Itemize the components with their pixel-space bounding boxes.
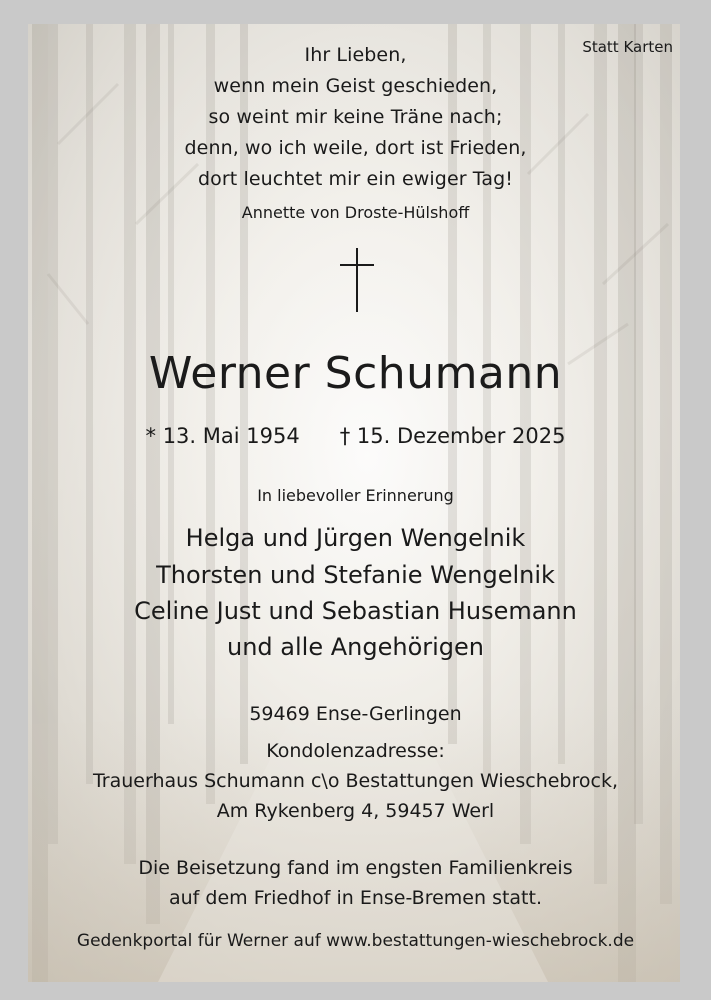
condolence-address-line-2: Am Rykenberg 4, 59457 Werl (216, 800, 495, 822)
poem-author: Annette von Droste-Hülshoff (241, 203, 470, 222)
memorial-intro: In liebevoller Erinnerung (257, 486, 454, 505)
birth-date: * 13. Mai 1954 (145, 424, 300, 448)
funeral-line-1: Die Beisetzung fand im engsten Familienkreis (138, 857, 573, 879)
mourner-line-2: Thorsten und Stefanie Wengelnik (156, 561, 555, 589)
latin-cross-icon (340, 248, 374, 312)
poem-line-4: denn, wo ich weile, dort ist Frieden, (184, 137, 527, 159)
life-dates (0, 424, 711, 448)
poem-line-1: Ihr Lieben, (304, 44, 407, 66)
mourner-line-1: Helga und Jürgen Wengelnik (185, 524, 526, 552)
place-line: 59469 Ense-Gerlingen (249, 703, 462, 725)
mourner-line-4: und alle Angehörigen (227, 633, 484, 661)
mourner-line-3: Celine Just und Sebastian Husemann (134, 597, 577, 625)
funeral-line-2: auf dem Friedhof in Ense-Bremen statt. (169, 887, 542, 909)
poem-line-3: so weint mir keine Träne nach; (208, 106, 503, 128)
poem-line-2: wenn mein Geist geschieden, (213, 75, 498, 97)
condolence-address-line-1: Trauerhaus Schumann c\o Bestattungen Wieschebrock, (92, 770, 619, 792)
condolence-label: Kondolenzadresse: (266, 740, 445, 762)
statt-karten-label: Statt Karten (582, 38, 673, 56)
poem-line-5: dort leuchtet mir ein ewiger Tag! (198, 168, 513, 190)
memorial-portal-link[interactable]: Gedenkportal für Werner auf www.bestattungen-wieschebrock.de (76, 931, 635, 951)
death-date: † 15. Dezember 2025 (339, 424, 566, 448)
deceased-name: Werner Schumann (148, 348, 563, 399)
